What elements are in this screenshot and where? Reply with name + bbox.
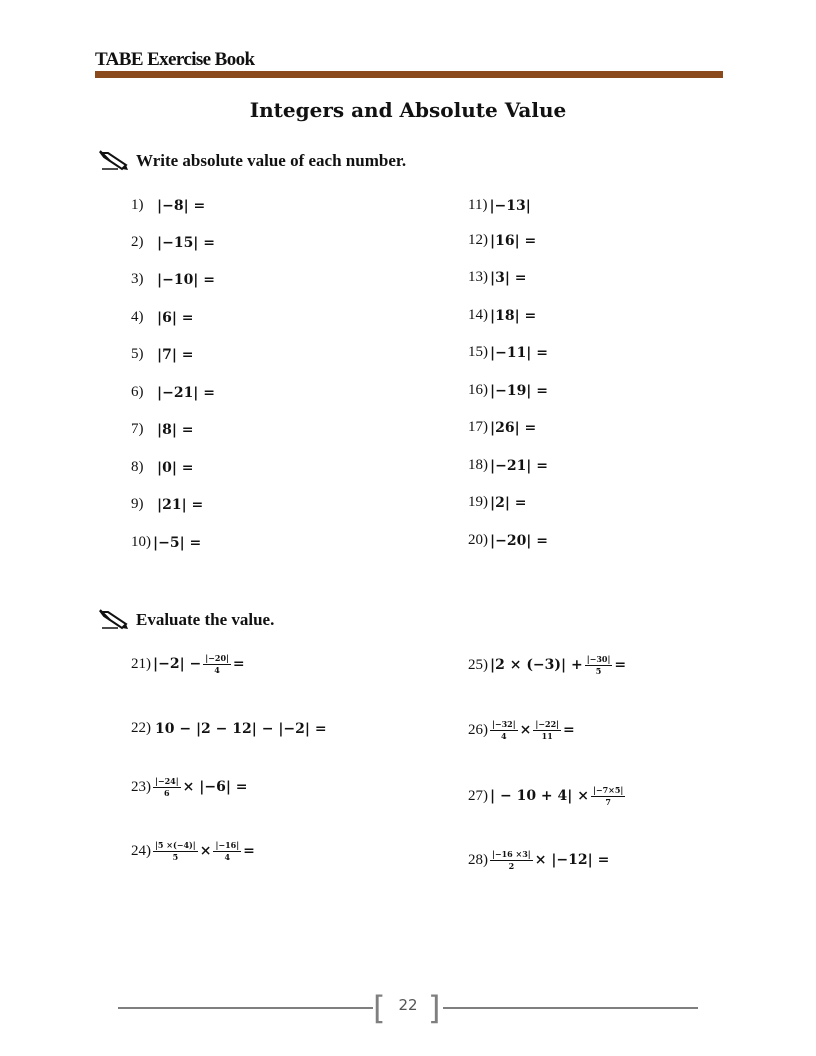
- problem-3: [131, 271, 215, 288]
- problem-expression: |−21| =: [157, 384, 216, 401]
- fraction: [533, 720, 561, 741]
- denominator: 2: [508, 860, 515, 871]
- numerator: |−32|: [492, 719, 516, 729]
- problem-8: [131, 459, 194, 476]
- footer-bracket-left: [: [373, 989, 386, 1027]
- section2-heading-text: Evaluate the value.: [136, 610, 275, 629]
- problem-expression: |26| =: [490, 419, 537, 436]
- problem-number: 7): [131, 421, 144, 437]
- problem-expression: [153, 654, 245, 675]
- problem-number: 21): [131, 655, 151, 672]
- problem-number: 8): [131, 459, 144, 475]
- denominator: 7: [605, 796, 611, 807]
- problem-11: [468, 197, 531, 214]
- denominator: 11: [541, 730, 553, 741]
- problem-22: [131, 720, 327, 737]
- problem-expression: [490, 655, 626, 676]
- problem-expression: |0| =: [157, 459, 194, 476]
- expr-part: | − 10 + 4| ×: [490, 788, 589, 805]
- problem-28: [468, 850, 609, 871]
- pencil-icon: [98, 149, 130, 173]
- numerator: |−30|: [586, 654, 611, 664]
- expr-part: × |−12| =: [534, 852, 610, 869]
- problem-expression: |−13|: [489, 197, 531, 214]
- problem-expression: |−5| =: [153, 534, 202, 551]
- page-title: Integers and Absolute Value: [249, 98, 567, 122]
- problem-expression: |−19| =: [490, 382, 549, 399]
- problem-2: [131, 234, 215, 251]
- problem-number: 28): [468, 851, 488, 868]
- expr-part: =: [614, 657, 627, 674]
- problem-16: [468, 382, 548, 399]
- problem-expression: |−10| =: [157, 271, 216, 288]
- problem-6: [131, 384, 215, 401]
- fraction: [213, 841, 241, 862]
- numerator: |−22|: [535, 719, 560, 729]
- book-title: TABE Exercise Book: [95, 49, 255, 70]
- problem-24: [131, 841, 255, 862]
- problem-14: [468, 307, 536, 324]
- problem-number: 26): [468, 721, 488, 738]
- problem-expression: |3| =: [490, 269, 527, 286]
- problem-23: [131, 777, 248, 798]
- numerator: |−24|: [155, 776, 179, 786]
- denominator: 5: [172, 851, 179, 862]
- problem-15: [468, 344, 548, 361]
- problem-expression: |16| =: [490, 232, 537, 249]
- pencil-icon: [98, 608, 130, 632]
- expr-part: ×: [519, 722, 532, 739]
- problem-expression: |8| =: [157, 421, 194, 438]
- problem-number: 23): [131, 778, 151, 795]
- denominator: 4: [224, 851, 231, 862]
- problem-26: [468, 720, 575, 741]
- problem-number: 6): [131, 384, 144, 400]
- problem-18: [468, 457, 548, 474]
- denominator: 6: [164, 787, 170, 798]
- header-rule: [95, 71, 723, 78]
- problem-number: 5): [131, 346, 144, 362]
- problem-expression: [490, 786, 627, 807]
- problem-expression: |−21| =: [490, 457, 549, 474]
- footer-rule-right: [443, 1007, 698, 1009]
- denominator: 4: [501, 730, 507, 741]
- problem-number: 13): [468, 269, 488, 285]
- problem-expression: |−20| =: [490, 532, 549, 549]
- problem-number: 24): [131, 842, 151, 859]
- numerator: |5 ×(−4)|: [155, 840, 196, 850]
- problem-1: [131, 197, 205, 214]
- fraction: [585, 655, 613, 676]
- problem-number: 14): [468, 307, 488, 323]
- problem-expression: [488, 720, 575, 741]
- problem-number: 20): [468, 532, 488, 548]
- problem-7: [131, 421, 194, 438]
- page-number: 22: [398, 996, 418, 1014]
- problem-number: 11): [468, 197, 488, 213]
- problem-13: [468, 269, 527, 286]
- footer-bracket-right: ]: [428, 989, 441, 1027]
- expr-part: ×: [199, 843, 212, 860]
- problem-expression: |6| =: [157, 309, 194, 326]
- problem-21: [131, 654, 245, 675]
- numerator: |−16 ×3|: [492, 849, 531, 859]
- problem-expression: |2| =: [490, 494, 527, 511]
- problem-25: [468, 655, 626, 676]
- numerator: |−7×5|: [592, 785, 624, 795]
- problem-number: 10): [131, 534, 151, 550]
- fraction: [153, 841, 198, 862]
- section1-heading: [98, 149, 406, 173]
- problem-number: 17): [468, 419, 488, 435]
- problem-expression: |7| =: [157, 346, 194, 363]
- problem-4: [131, 309, 194, 326]
- footer-rule-left: [118, 1007, 373, 1009]
- problem-27: [468, 786, 627, 807]
- problem-number: 25): [468, 656, 488, 673]
- problem-expression: |21| =: [157, 496, 204, 513]
- problem-expression: |−11| =: [490, 344, 549, 361]
- expr-part: =: [232, 656, 245, 673]
- problem-9: [131, 496, 203, 513]
- problem-expression: [488, 850, 609, 871]
- expr-part: |2 × (−3)| +: [490, 657, 583, 674]
- problem-number: 1): [131, 197, 144, 213]
- problem-expression: [151, 777, 248, 798]
- problem-number: 4): [131, 309, 144, 325]
- problem-number: 19): [468, 494, 488, 510]
- expr-part: =: [563, 722, 575, 739]
- problem-expression: [151, 841, 255, 862]
- expr-part: 10 − |2 − 12| − |−2| =: [155, 720, 327, 737]
- expr-part: =: [243, 843, 255, 860]
- problem-20: [468, 532, 548, 549]
- problem-5: [131, 346, 194, 363]
- problem-number: 27): [468, 787, 488, 804]
- problem-19: [468, 494, 527, 511]
- problem-number: 16): [468, 382, 488, 398]
- problem-12: [468, 232, 536, 249]
- fraction: [490, 720, 518, 741]
- expr-part: × |−6| =: [182, 779, 248, 796]
- problem-expression: |18| =: [490, 307, 537, 324]
- fraction: [203, 654, 231, 675]
- problem-expression: |−8| =: [157, 197, 206, 214]
- expr-part: |−2| −: [153, 656, 202, 673]
- problem-number: 12): [468, 232, 488, 248]
- denominator: 5: [595, 665, 602, 676]
- problem-17: [468, 419, 536, 436]
- numerator: |−16|: [215, 840, 240, 850]
- problem-10: [131, 534, 201, 551]
- fraction: [153, 777, 181, 798]
- problem-expression: [155, 721, 327, 737]
- numerator: |−20|: [205, 653, 229, 663]
- problem-number: 22): [131, 720, 151, 736]
- fraction: [490, 850, 533, 871]
- fraction: [591, 786, 625, 807]
- problem-number: 9): [131, 496, 144, 512]
- problem-number: 18): [468, 457, 488, 473]
- section2-heading: [98, 608, 274, 632]
- denominator: 4: [214, 664, 220, 675]
- problem-number: 15): [468, 344, 488, 360]
- problem-expression: |−15| =: [157, 234, 216, 251]
- problem-number: 2): [131, 234, 144, 250]
- section1-heading-text: Write absolute value of each number.: [136, 151, 407, 170]
- problem-number: 3): [131, 271, 144, 287]
